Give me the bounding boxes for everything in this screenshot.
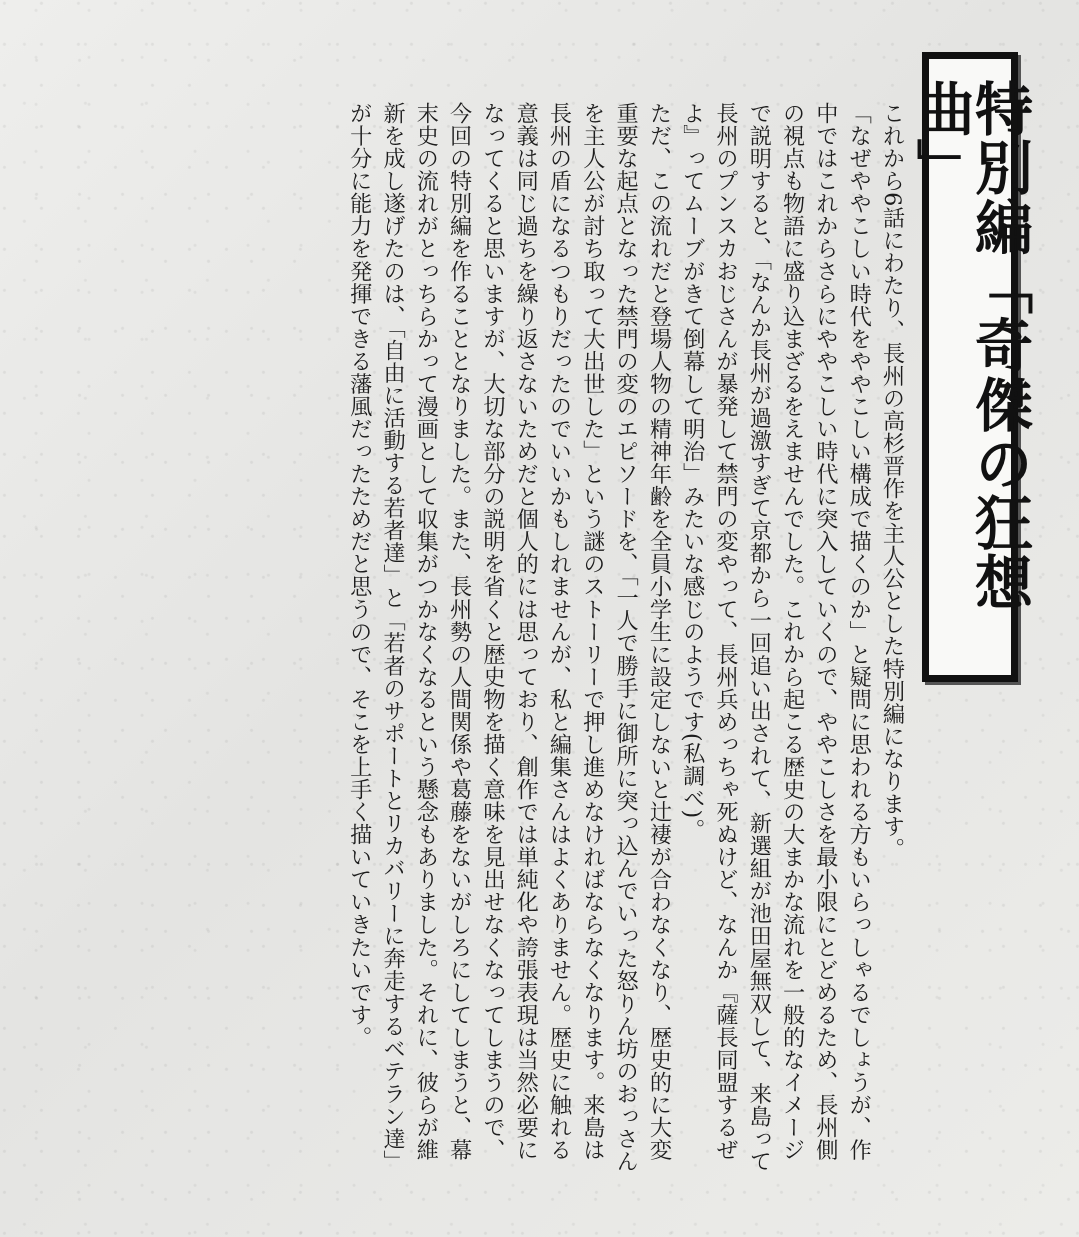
title-box xyxy=(907,52,1033,682)
paragraph-reason: 「なぜややこしい時代をややこしい構成で描くのか」と疑問に思われる方もいらっしゃるでしょうが、作中ではこれからさらにややこしい時代に突入していくので、ややこしさを最小限にとどめるため、長州側の視点も物語に盛り込まざるをえませんでした。これから起こる歴史の大まかな流れを一般的なイメージで説明すると、「なんか長州が過激すぎて京都から一回追い出されて、新選組が池田屋無双して、来島って長州のプンスカおじさんが暴発して禁門の変やって、長州兵めっちゃ死ぬけど、なんか『薩長同盟するぜよ』ってムーブがきて倒幕して明治」みたいな感じのようです(私調べ)。 xyxy=(679,102,872,1173)
paragraph-detail: ただ、この流れだと登場人物の精神年齢を全員小学生に設定しないと辻褄が合わなくなり、歴史的に大変重要な起点となった禁門の変のエピソードを、「一人で勝手に御所に突っ込んでいった怒りん坊のおっさんを主人公が討ち取って大出世した」という謎のストーリーで押し進めなければならなくなります。来島は長州の盾になるつもりだったのでいいかもしれませんが、私と編集さんはよくありません。歴史に触れる意義は同じ過ちを繰り返さないためだと個人的には思っており、創作では単純化や誇張表現は当然必要になってくると思いますが、大切な部分の説明を省くと歴史物を描く意味を見出せなくなってしまうので、今回の特別編を作ることとなりました。また、長州勢の人間関係や葛藤をないがしろにしてしまうと、幕末史の流れがとっちらかって漫画として収集がつかなくなるという懸念もありました。それに、彼らが維新を成し遂げたのは、「自由に活動する若者達」と「若者のサポートとリカバリーに奔走するベテラン達」が十分に能力を発揮できる藩風だったためだと思うので、そこを上手く描いていきたいです。 xyxy=(346,102,672,1173)
page-title: 特別編「奇傑の狂想曲」 xyxy=(907,79,1033,612)
body-text xyxy=(88,102,908,1182)
paragraph-intro: これから6話にわたり、長州の高杉晋作を主人公とした特別編になります。 xyxy=(879,102,905,861)
